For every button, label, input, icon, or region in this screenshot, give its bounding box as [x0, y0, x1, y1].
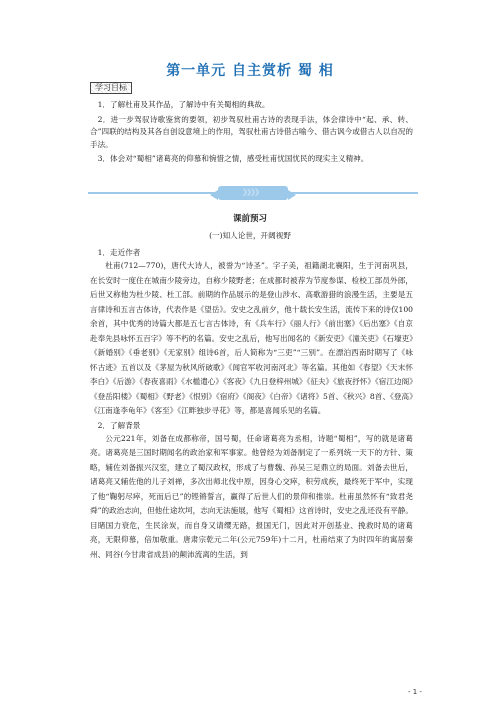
lesson-title: 第一单元 自主赏析 蜀 相: [166, 63, 334, 79]
background-paragraph: 公元221年，刘备在成都称帝，国号蜀，任命诸葛亮为丞相，诗题“蜀相”，写的就是诸葛亮。诸葛亮是三国时期闻名的政治家和军事家。他曾经为刘备制定了一系列统一天下的方针、策略，辅佐刘备振兴汉室，建立了蜀汉政权，形成了与曹魏、孙吴三足鼎立的局面。刘备去世后，诸葛亮又辅佐他的儿子刘禅，多次出师北伐中原，因身心交瘁，积劳成疾，最终死于军中，实现了他“鞠躬尽瘁，死而后已”的铿锵誓言，赢得了后世人们的景仰和推崇。杜甫虽然怀有“致君尧舜”的政治志向，但他仕途坎坷，志向无法施展，他写《蜀相》这首诗时，安史之乱还没有平静。目睹国力衰危，生民涂炭，而自身又请缨无路，报国无门，因此对开创基业、挽救时局的诸葛亮，无限仰慕，倍加敬重。唐肃宗乾元二年(公元759年)十二月，杜甫结束了为时四年的寓居秦州、同谷(今甘肃省成县)的颠沛流离的生活，到: [90, 433, 413, 559]
learning-goals-badge: 学习目标: [90, 82, 132, 94]
section-divider: [88, 186, 418, 200]
goal-item: 2．进一步驾驭诗歌鉴赏的要领，初步驾驭杜甫古诗的表现手法，体会律诗中“起、承、转、合”四联的结构及其各自创设意境上的作用，驾驭杜甫古诗借古喻今、借古讽今或借古人以自况的手法。: [90, 114, 413, 149]
chevron-right-icon: 》》》》: [243, 188, 263, 197]
body-content: [90, 246, 413, 562]
page-number: - 1 -: [408, 688, 422, 696]
goal-item: 3．体会对“蜀相”诸葛亮的仰慕和惋惜之情，感受杜甫忧国忧民的现实主义精神。: [97, 154, 369, 164]
section-title: 课前预习: [232, 214, 267, 224]
author-paragraph: 杜甫(712—770)，唐代大诗人，被誉为“诗圣”。字子美，祖籍湖北襄阳，生于河南巩县，在长安时一度住在城南少陵旁边，自称少陵野老；在成都时被荐为节度参谋、检校工部员外郎，后世又称他为杜少陵、杜工部。前期的作品展示的是登山涉水、高歌游猎的浪漫生活，主要是五言律诗和五言古体诗，代表作是《望岳》。安史之乱前夕，他十载长安生活，流传下来的诗仅100余首，其中优秀的诗篇大都是五七言古体诗，有《兵车行》《丽人行》《前出塞》《后出塞》《自京赴奉先县咏怀五百字》等不朽的名篇。安史之乱后，他写出闻名的《新安吏》《潼关吏》《石壕吏》《新婚别》《垂老别》《无家别》组诗6首，后人简称为“三吏”“三别”。在漂泊西南时期写了《咏怀古迹》五首以及《茅屋为秋风所破歌》《闻官军收河南河北》等名篇。其他如《春望》《天末怀李白》《后游》《春夜喜雨》《水槛遣心》《客夜》《九日登梓州城》《征夫》《旅夜抒怀》《宿江边阁》《登岳阳楼》《蜀相》《野老》《恨别》《宿府》《阁夜》《白帝》《诸将》5首、《秋兴》8首、《登高》《江南逢李龟年》《客至》《江畔独步寻花》等，都是喜闻乐见的名篇。: [90, 261, 413, 415]
background-heading: 2．了解背景: [97, 420, 141, 430]
goal-item: 1．了解杜甫及其作品，了解诗中有关蜀相的典故。: [97, 100, 270, 109]
subsection-title: (一)知人论世，开阔视野: [209, 231, 291, 240]
learning-goals-list: [90, 99, 413, 168]
author-heading: 1．走近作者: [97, 248, 141, 257]
divider-tab: [218, 186, 288, 200]
